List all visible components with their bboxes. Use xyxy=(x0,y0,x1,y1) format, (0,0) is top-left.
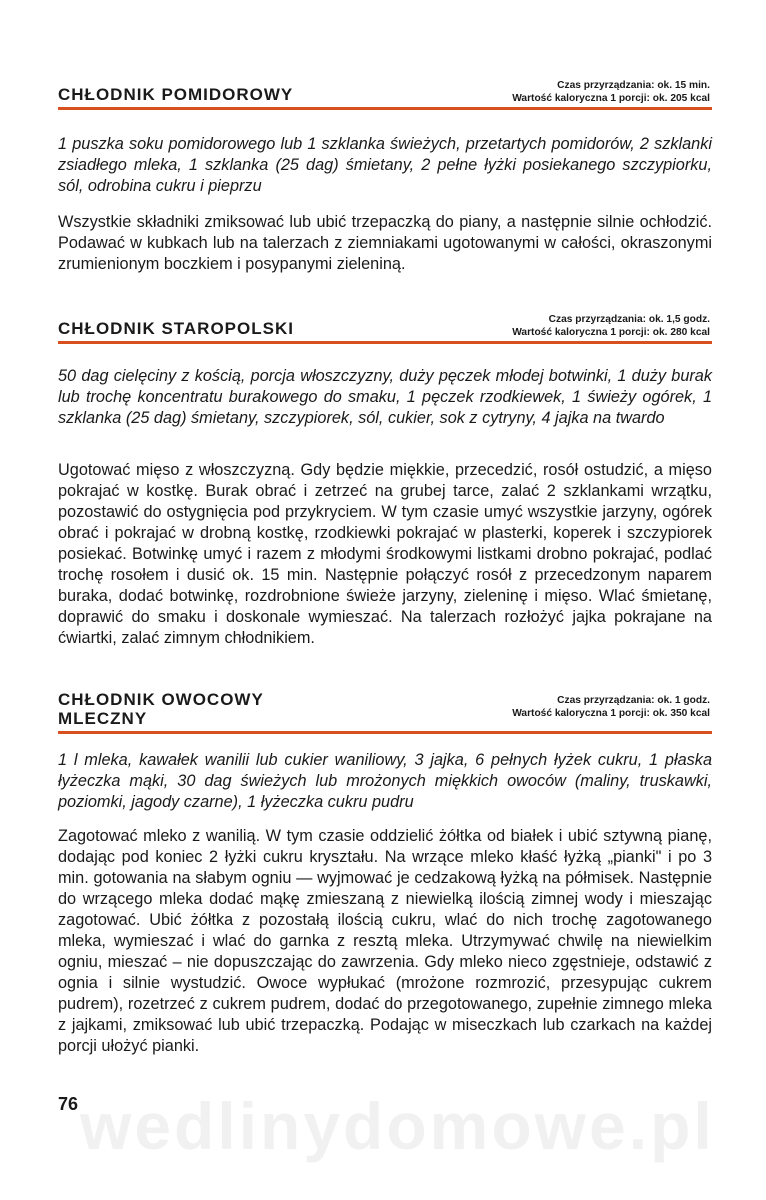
recipe-meta xyxy=(512,79,710,105)
recipe-meta xyxy=(512,313,710,339)
method: Wszystkie składniki zmiksować lub ubić trzepaczką do piany, a następnie silnie ochłodzić. Podawać w kubkach lub na talerzach z ziemniakami ugotowanymi w całości, okraszonymi zrumienionym boczkiem i posypanymi zieleniną. xyxy=(58,213,712,273)
calories: Wartość kaloryczna 1 porcji: ok. 205 kcal xyxy=(512,93,710,104)
recipe-header xyxy=(58,72,712,110)
recipe-meta xyxy=(512,694,710,720)
calories: Wartość kaloryczna 1 porcji: ok. 280 kcal xyxy=(512,327,710,338)
ingredients: 1 l mleka, kawałek wanilii lub cukier waniliowy, 3 jajka, 6 pełnych łyżek cukru, 1 płaska łyżeczka mąki, 30 dag świeżych lub mrożonych miękkich owoców (maliny, truskawki, poziomki, jagody czarne), 1 łyżeczka cukru pudru xyxy=(58,751,712,811)
watermark: wedlinydomowe.pl xyxy=(80,1089,715,1163)
prep-time: Czas przyrządzania: ok. 1 godz. xyxy=(557,695,710,706)
header-rule xyxy=(58,107,712,110)
recipe-title: CHŁODNIK OWOCOWY MLECZNY xyxy=(58,690,264,728)
prep-time: Czas przyrządzania: ok. 15 min. xyxy=(557,80,710,91)
ingredients: 1 puszka soku pomidorowego lub 1 szklanka świeżych, przetartych pomidorów, 2 szklanki zsiadłego mleka, 1 szklanka (25 dag) śmietany, 2 pełne łyżki posiekanego szczypiorku, sól, odrobina cukru i pieprzu xyxy=(58,135,712,195)
method: Ugotować mięso z włoszczyzną. Gdy będzie miękkie, przecedzić, rosół ostudzić, a mięso pokrajać w kostkę. Burak obrać i zetrzeć na grubej tarce, zalać 2 szklankami wrzątku, pozostawić do ostygnięcia pod przykryciem. W tym czasie umyć wszystkie jarzyny, ogórek obrać i pokrajać w drobną kostkę, rzodkiewki pokrajać w plasterki, koperek i szczypiorek posiekać. Botwinkę umyć i razem z młodymi środkowymi listkami drobno pokrajać, podlać trochę rosołem i dusić ok. 15 min. Następnie połączyć rosół z przecedzonym naparem buraka, dodać botwinkę, rozdrobnione świeże jarzyny, zieleninę i mięso. Wlać śmietanę, doprawić do smaku i doskonale wymieszać. Na talerzach rozłożyć jajka pokrajane na ćwiartki, zalać zimnym chłodnikiem. xyxy=(58,461,712,647)
recipe-title: CHŁODNIK POMIDOROWY xyxy=(58,85,294,104)
page-number: 76 xyxy=(58,1094,79,1114)
method: Zagotować mleko z wanilią. W tym czasie oddzielić żółtka od białek i ubić sztywną pianę, dodając pod koniec 2 łyżki cukru kryształu. Na wrzące mleko kłaść łyżką „pianki" i po 3 min. gotowania na słabym ogniu — wyjmować je cedzakową łyżką na półmisek. Następnie do wrzącego mleka dodać mąkę zmieszaną z niewielką ilością zimnej wody i mieszając zagotować. Ubić żółtka z pozostałą ilością cukru, wlać do nich trochę zagotowanego mleka, wymieszać i wlać do garnka z resztą mleka. Utrzymywać chwilę na niewielkim ogniu, mieszać – nie dopuszczając do zawrzenia. Gdy mleko nieco zgęstnieje, odstawić z ognia i silnie wystudzić. Owoce wypłukać (mrożone rozmrozić, przesypując cukrem pudrem), rozetrzeć z cukrem pudrem, dodać do przegotowanego, zupełnie zimnego mleka z jajkami, zmiksować lub ubić trzepaczką. Podając w miseczkach lub czarkach na każdej porcji ułożyć pianki. xyxy=(58,827,712,1055)
recipe-title: CHŁODNIK STAROPOLSKI xyxy=(58,319,294,338)
header-rule xyxy=(58,731,712,734)
calories: Wartość kaloryczna 1 porcji: ok. 350 kcal xyxy=(512,708,710,719)
prep-time: Czas przyrządzania: ok. 1,5 godz. xyxy=(548,314,710,325)
recipe-header xyxy=(58,306,712,344)
header-rule xyxy=(58,341,712,344)
ingredients: 50 dag cielęciny z kością, porcja włoszczyzny, duży pęczek młodej botwinki, 1 duży burak lub trochę koncentratu burakowego do smaku, 1 pęczek rzodkiewek, 1 świeży ogórek, 1 szklanka (25 dag) śmietany, szczypiorek, sól, cukier, sok z cytryny, 4 jajka na twardo xyxy=(58,367,712,427)
recipe-header xyxy=(58,688,712,734)
